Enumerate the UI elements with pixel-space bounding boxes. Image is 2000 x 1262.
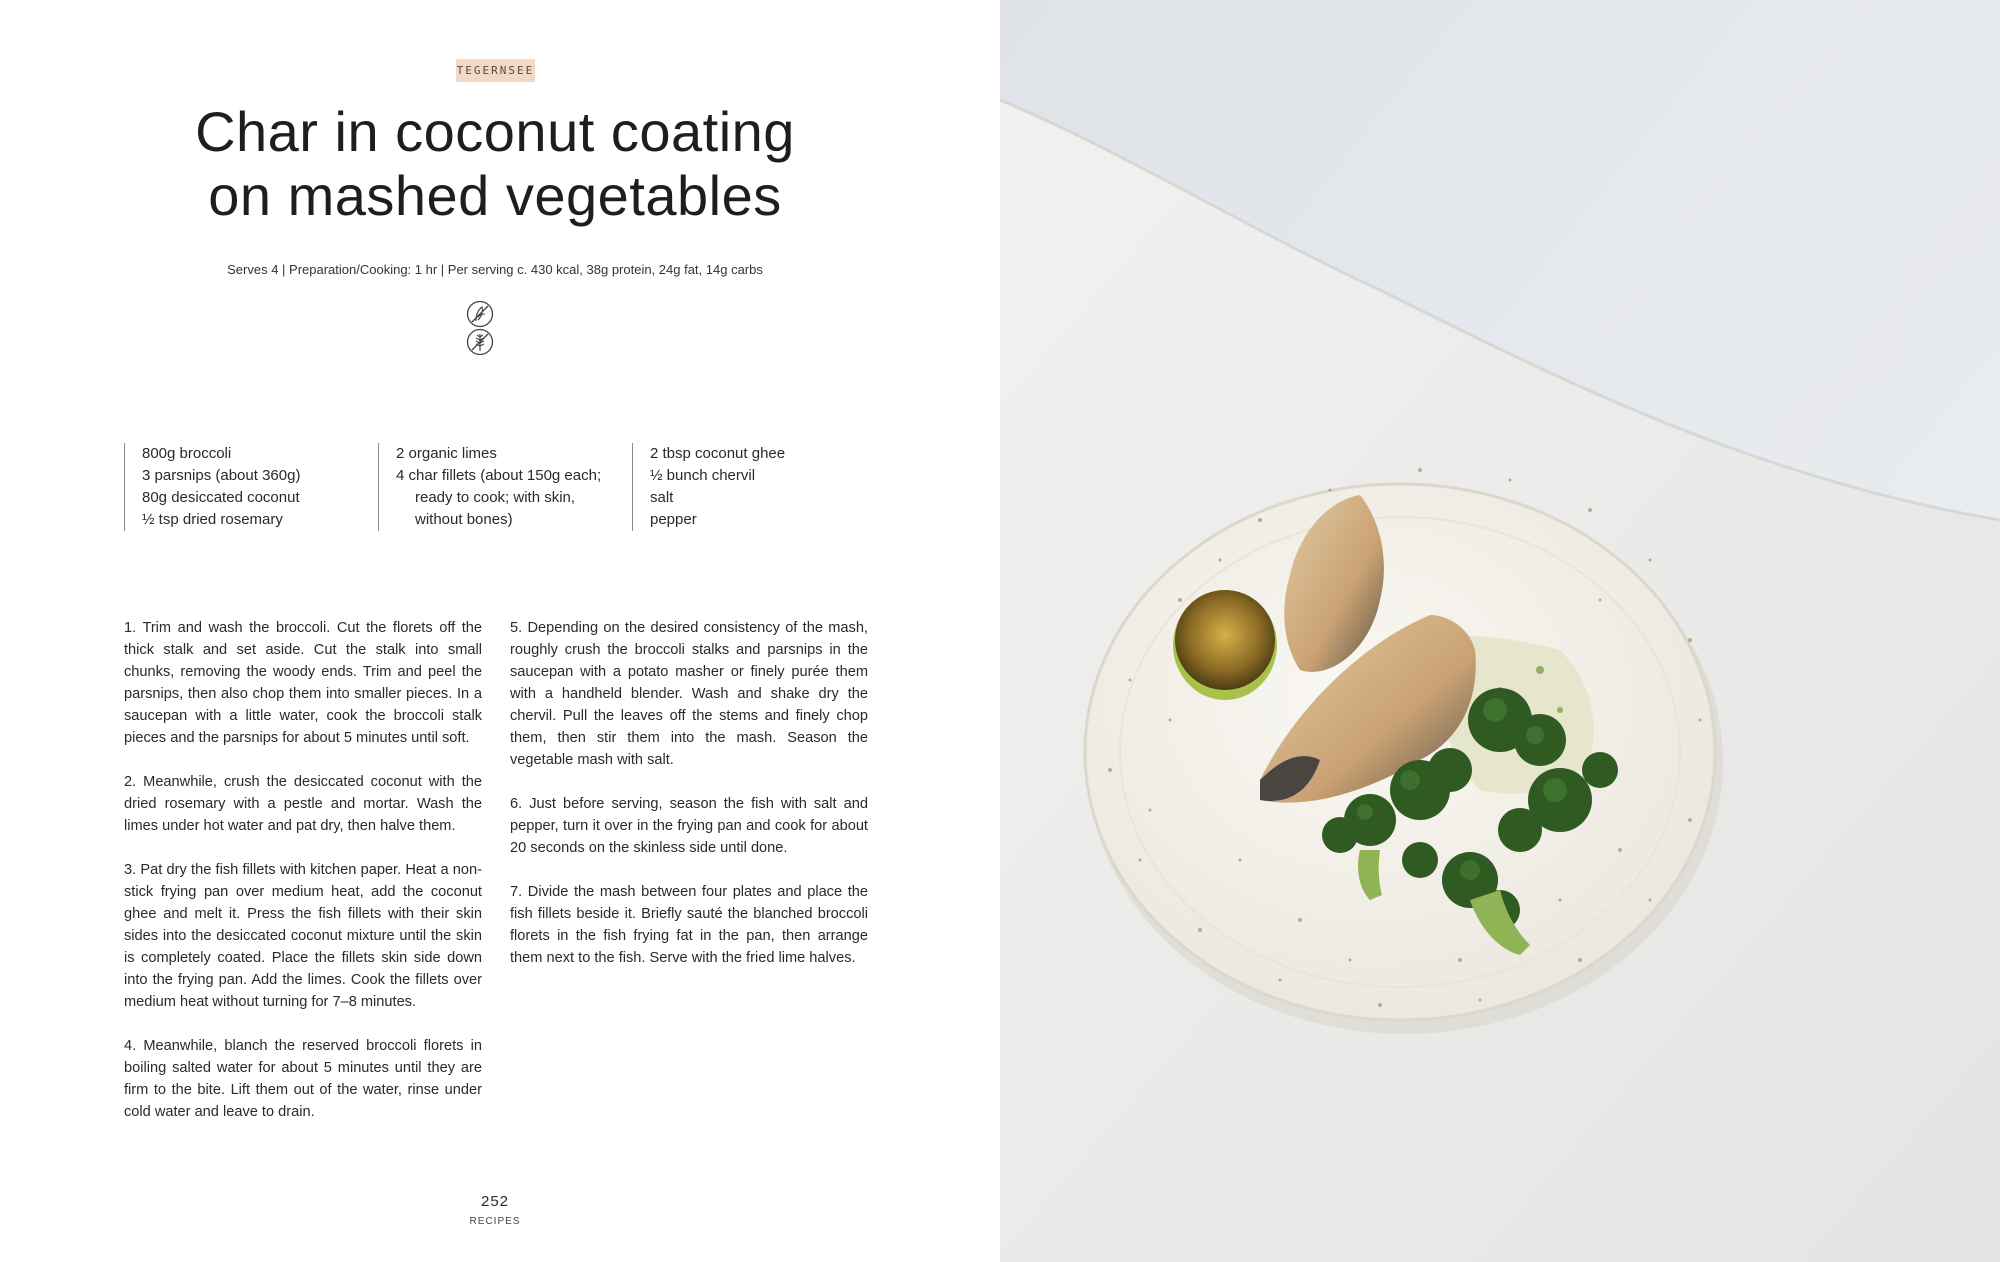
ingredient-item: 3 parsnips (about 360g) (142, 467, 301, 484)
grain-free-icon (466, 328, 494, 356)
ingredients-column-1 (124, 443, 372, 531)
ingredients-column-2 (378, 443, 626, 531)
food-photo (1000, 0, 2000, 1262)
recipe-title (100, 100, 890, 228)
method-step-1: 1. Trim and wash the broccoli. Cut the florets off the thick stalk and set aside. Cut the stalk into small chunks, removing the woody ends. Trim and peel the parsnips, then also chop them into smaller pieces. In a saucepan with a little water, cook the broccoli stalk pieces and the parsnips for about 5 minutes until soft. (124, 620, 482, 746)
gluten-free-icon (466, 300, 494, 328)
method-step-4: 4. Meanwhile, blanch the reserved broccoli florets in boiling salted water for about 5 minutes until they are firm to the bite. Lift them out of the water, rinse under cold water and leave to drain. (124, 1038, 482, 1120)
method-step-5: 5. Depending on the desired consistency of the mash, roughly crush the broccoli stalks and parsnips in the saucepan with a potato masher or finely purée them with a handheld blender. Wash and shake dry the chervil. Pull the leaves off the stems and finely chop them, then stir them into the mash. Season the vegetable mash with salt. (510, 620, 868, 768)
method-step-3: 3. Pat dry the fish fillets with kitchen paper. Heat a non-stick frying pan over medium heat, add the coconut ghee and melt it. Press the fish fillets with their skin sides into the desiccated coconut mixture until the skin is completely coated. Place the fillets skin side down into the frying pan. Add the limes. Cook the fillets over medium heat without turning for 7–8 minutes. (124, 862, 482, 1010)
section-name: RECIPES (469, 1216, 521, 1227)
ingredient-item-continued: without bones) (415, 511, 513, 528)
ingredient-item: 2 organic limes (396, 445, 497, 462)
diet-icons (466, 300, 526, 328)
method-column-2 (510, 617, 868, 991)
ingredient-item: 80g desiccated coconut (142, 489, 300, 506)
method-column-1 (124, 617, 482, 1145)
method-step-7: 7. Divide the mash between four plates and place the fish fillets beside it. Briefly sauté the blanched broccoli florets in the fish frying fat in the pan, then arrange them next to the fish. Serve with the fried lime halves. (510, 884, 868, 966)
method-step-2: 2. Meanwhile, crush the desiccated coconut with the dried rosemary with a pestle and mortar. Wash the limes under hot water and pat dry, then halve them. (124, 774, 482, 834)
ingredient-item: ½ tsp dried rosemary (142, 511, 283, 528)
ingredient-item: 800g broccoli (142, 445, 232, 462)
ingredient-item-continued: ready to cook; with skin, (415, 489, 576, 506)
ingredient-item: salt (650, 489, 674, 506)
ingredients-column-3 (632, 443, 850, 531)
location-tag: TEGERNSEE (456, 59, 535, 82)
photo-illustration (1000, 0, 2000, 1262)
ingredient-item: 2 tbsp coconut ghee (650, 445, 786, 462)
method-step-6: 6. Just before serving, season the fish with salt and pepper, turn it over in the frying pan and cook for about 20 seconds on the skinless side until done. (510, 796, 868, 856)
title-line-1: Char in coconut coating (195, 100, 795, 163)
page-number: 252 (480, 1193, 510, 1210)
ingredient-item: ½ bunch chervil (650, 467, 756, 484)
ingredient-item: pepper (650, 511, 697, 528)
title-line-2: on mashed vegetables (208, 164, 782, 227)
recipe-meta: Serves 4 | Preparation/Cooking: 1 hr | Per serving c. 430 kcal, 38g protein, 24g fat, 14g carbs (227, 262, 763, 277)
ingredient-item: 4 char fillets (about 150g each; (396, 467, 602, 484)
